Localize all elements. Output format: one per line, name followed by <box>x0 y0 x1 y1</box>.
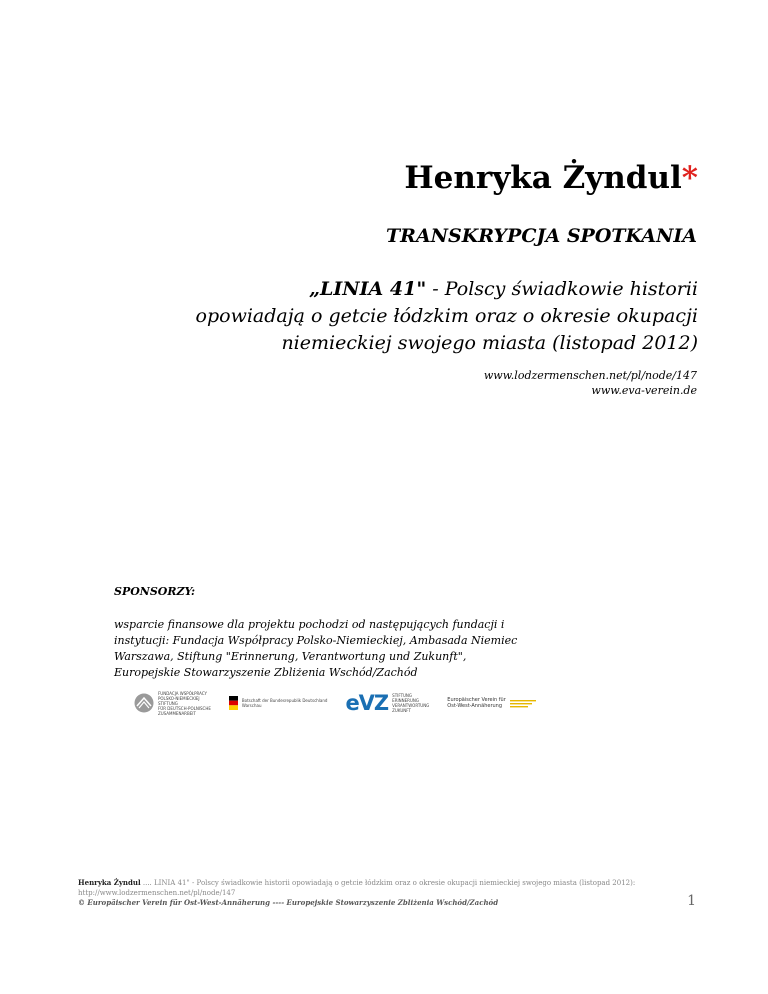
project-description <box>196 276 698 357</box>
sponsors-text <box>114 617 534 681</box>
document-subtitle: TRANSKRYPCJA SPOTKANIA <box>386 225 697 247</box>
eva-accent-icon <box>510 698 538 708</box>
fundacja-logo: FUNDACJA WSPÓŁPRACY POLSKO-NIEMIECKIEJ STIFTUNG FÜR DEUTSCH-POLNISCHE ZUSAMMENARBEIT <box>134 691 211 716</box>
german-flag-icon <box>229 696 238 710</box>
description-line-2: opowiadają o getcie łódzkim oraz o okresie okupacji <box>195 305 698 327</box>
eva-logo: Europäischer Verein für Ost-West-Annäherung <box>447 697 537 709</box>
sponsors-line: instytucji: Fundacja Współpracy Polsko-Niemieckiej, Ambasada Niemiec <box>114 634 518 647</box>
description-line-1: „LINIA 41" - Polscy świadkowie historii <box>309 278 698 300</box>
ambassador-logo: Botschaft der Bundesrepublik Deutschland Warschau <box>229 696 328 710</box>
sponsors-heading: SPONSORZY: <box>114 585 196 598</box>
description-line-3: niemieckiej swojego miasta (listopad 2012) <box>281 332 698 354</box>
footer-copyright: © Europäischer Verein für Ost-West-Annäherung ---- Europejskie Stowarzyszenie Zbliżenia Wschód/Zachód <box>78 898 499 907</box>
evz-wordmark-icon: eVZ <box>345 691 389 715</box>
page-footer <box>78 878 698 908</box>
footer-meta: .... LINIA 41" - Polscy świadkowie historii opowiadają o getcie łódzkim oraz o okresie okupacji niemieckiej swojego miasta (listopad 2012): <box>140 879 636 887</box>
footer-url[interactable]: http://www.lodzermenschen.net/pl/node/147 <box>78 889 236 897</box>
title-asterisk: * <box>681 160 698 196</box>
url-lodzermenschen[interactable]: www.lodzermenschen.net/pl/node/147 <box>483 369 697 382</box>
sponsor-logos <box>134 690 538 716</box>
document-title <box>404 160 698 196</box>
evz-logo: eVZ STIFTUNG ERINNERUNG VERANTWORTUNG ZUKUNFT <box>345 691 430 715</box>
title-text: Henryka Żyndul <box>404 160 682 196</box>
footer-author: Henryka Żyndul <box>78 878 141 887</box>
fwpn-emblem-icon <box>134 693 154 713</box>
sponsors-line: Europejskie Stowarzyszenie Zbliżenia Wschód/Zachód <box>114 666 418 679</box>
sponsors-line: wsparcie finansowe dla projektu pochodzi od następujących fundacji i <box>114 618 505 631</box>
url-eva-verein[interactable]: www.eva-verein.de <box>591 384 697 397</box>
project-name: „LINIA 41" <box>309 278 427 300</box>
url-list <box>484 368 697 398</box>
sponsors-line: Warszawa, Stiftung "Erinnerung, Verantwortung und Zukunft", <box>114 650 467 663</box>
page-number: 1 <box>687 893 696 909</box>
